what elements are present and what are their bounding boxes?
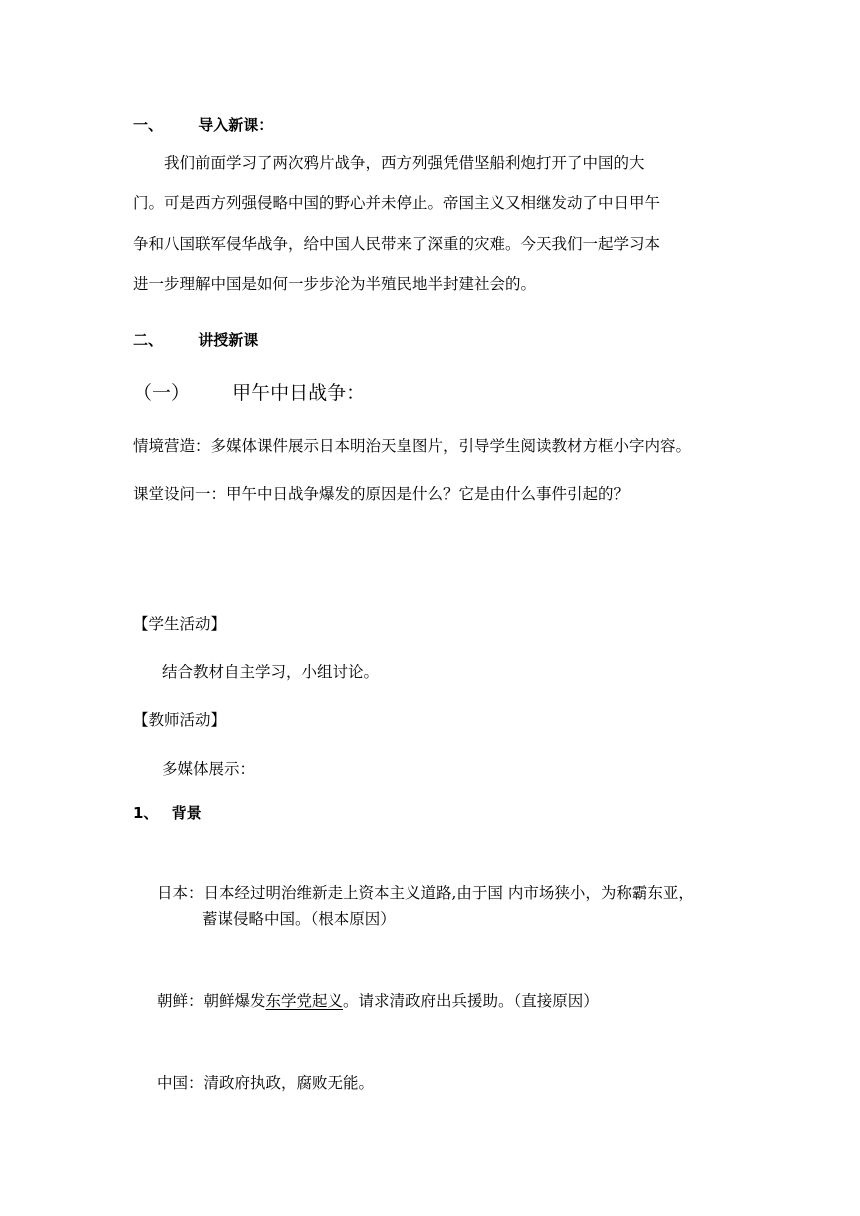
donghak-uprising-underlined: 东学党起义	[265, 992, 344, 1010]
china-line: 中国：清政府执政，腐败无能。	[157, 1074, 375, 1092]
intro-line-2: 门。可是西方列强侵略中国的野心并未停止。帝国主义又相继发动了中日甲午	[133, 194, 661, 212]
korea-suffix: 。请求清政府出兵援助。（直接原因）	[343, 992, 599, 1010]
intro-line-1: 我们前面学习了两次鸦片战争，西方列强凭借坚船利炮打开了中国的大	[164, 154, 645, 172]
student-activity-text: 结合教材自主学习，小组讨论。	[162, 663, 380, 681]
teacher-activity-label: 【教师活动】	[133, 711, 227, 729]
korea-prefix: 朝鲜：朝鲜爆发	[157, 992, 266, 1010]
intro-line-4: 进一步理解中国是如何一步步沦为半殖民地半封建社会的。	[133, 275, 537, 293]
japan-line-1: 日本：日本经过明治维新走上资本主义道路,由于国 内市场狭小，为称霸东亚，	[157, 884, 694, 902]
section2-number: 二、	[133, 331, 164, 349]
teacher-activity-text: 多媒体展示：	[162, 760, 256, 778]
subsection1-number: （一）	[133, 382, 191, 404]
section2-title: 讲授新课	[198, 331, 259, 349]
japan-line-2: 蓄谋侵略中国。（根本原因）	[202, 910, 396, 928]
intro-line-3: 争和八国联军侵华战争，给中国人民带来了深重的灾难。今天我们一起学习本	[133, 235, 661, 253]
section1-heading	[133, 115, 273, 135]
point1-heading	[133, 803, 202, 823]
situation-text: 情境营造：多媒体课件展示日本明治天皇图片，引导学生阅读教材方框小字内容。	[133, 437, 692, 455]
section2-heading	[133, 330, 258, 350]
point1-title: 背景	[171, 804, 202, 822]
question-text: 课堂设问一：甲午中日战争爆发的原因是什么？它是由什么事件引起的？	[133, 485, 630, 503]
korea-line	[157, 991, 599, 1011]
point1-number: 1、	[133, 804, 159, 822]
section1-number: 一、	[133, 116, 164, 134]
subsection1-heading	[133, 381, 365, 405]
subsection1-title: 甲午中日战争：	[232, 382, 366, 404]
student-activity-label: 【学生活动】	[133, 615, 227, 633]
section1-title: 导入新课：	[198, 116, 274, 134]
